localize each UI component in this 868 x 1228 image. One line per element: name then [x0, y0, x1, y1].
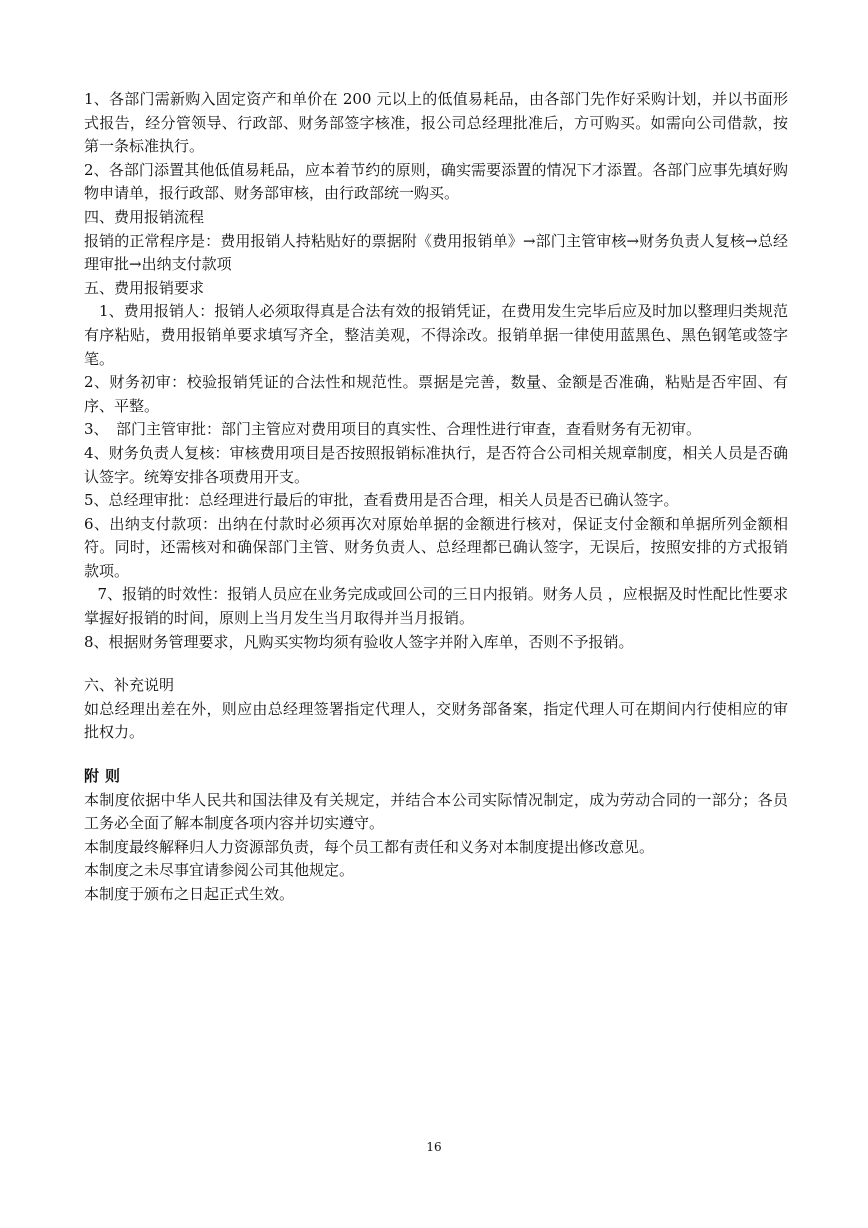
- appendix-heading: 附则: [84, 767, 127, 786]
- purchase-rule-2: 2、各部门添置其他低值易耗品，应本着节约的原则，确实需要添置的情况下才添置。各部门应事先填好购物申请单，报行政部、财务部审核，由行政部统一购买。: [84, 160, 788, 203]
- appendix-line: 本制度依据中华人民共和国法律及有关规定，并结合本公司实际情况制定，成为劳动合同的一部分；各员工务必全面了解本制度各项内容并切实遵守。: [84, 790, 788, 833]
- requirement-item: 6、出纳支付款项：出纳在付款时必须再次对原始单据的金额进行核对，保证支付金额和单据所列金额相符。同时，还需核对和确保部门主管、财务负责人、总经理都已确认签字，无误后，按照安排的方式报销款项。: [84, 514, 788, 580]
- requirement-item: 7、报销的时效性：报销人员应在业务完成或回公司的三日内报销。财务人员 ，应根据及时性配比性要求掌握好报销的时间，原则上当月发生当月取得并当月报销。: [84, 585, 788, 628]
- requirement-item: 2、财务初审：校验报销凭证的合法性和规范性。票据是完善，数量、金额是否准确，粘贴是否牢固、有序、平整。: [84, 373, 788, 415]
- section-heading-reimbursement-requirements: 五、费用报销要求: [84, 278, 205, 297]
- purchase-rule-1: 1、各部门需新购入固定资产和单价在 200 元以上的低值易耗品，由各部门先作好采购计划，并以书面形式报告，经分管领导、行政部、财务部签字核准，报公司总经理批准后，方可购买。如需向公司借款，按第一条标准执行。: [84, 90, 788, 156]
- requirement-item: 1、费用报销人：报销人必须取得真是合法有效的报销凭证，在费用发生完毕后应及时加以整理归类规范有序粘贴，费用报销单要求填写齐全，整洁美观，不得涂改。报销单据一律使用蓝黑色、黑色钢笔或签字笔。: [84, 302, 788, 368]
- appendix-line: 本制度于颁布之日起正式生效。: [84, 885, 295, 903]
- requirement-item: 5、总经理审批：总经理进行最后的审批，查看费用是否合理，相关人员是否已确认签字。: [84, 491, 679, 510]
- supplementary-body: 如总经理出差在外，则应由总经理签署指定代理人，交财务部备案，指定代理人可在期间内行使相应的审批权力。: [84, 699, 788, 742]
- requirement-item: 4、财务负责人复核：审核费用项目是否按照报销标准执行，是否符合公司相关规章制度，相关人员是否确认签字。统筹安排各项费用开支。: [84, 443, 788, 486]
- document-page: [84, 88, 788, 907]
- requirement-item: 3、 部门主管审批：部门主管应对费用项目的真实性、合理性进行审查，查看财务有无初审。: [84, 420, 702, 439]
- section-heading-reimbursement-process: 四、费用报销流程: [84, 207, 205, 226]
- section-heading-supplementary: 六、补充说明: [84, 676, 175, 695]
- reimbursement-process-body: 报销的正常程序是：费用报销人持粘贴好的票据附《费用报销单》→部门主管审核→财务负责人复核→总经理审批→出纳支付款项: [84, 231, 788, 274]
- spacer: [84, 654, 788, 674]
- page-number: 16: [426, 1140, 442, 1154]
- spacer: [84, 745, 788, 765]
- requirement-item: 8、根据财务管理要求，凡购买实物均须有验收人签字并附入库单，否则不予报销。: [84, 632, 634, 651]
- appendix-line: 本制度最终解释归人力资源部负责，每个员工都有责任和义务对本制度提出修改意见。: [84, 837, 655, 856]
- appendix-line: 本制度之未尽事宜请参阅公司其他规定。: [84, 861, 355, 880]
